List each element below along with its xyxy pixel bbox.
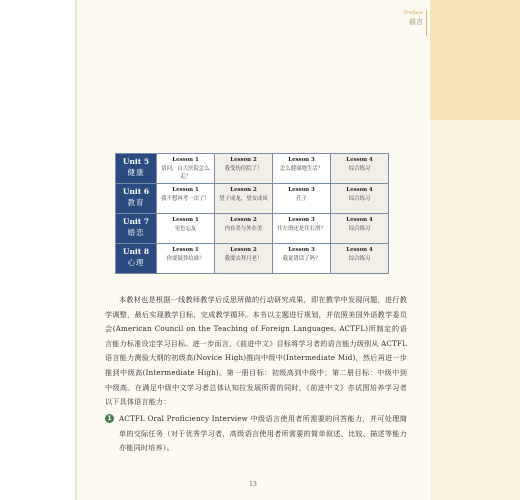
lesson-cell bbox=[157, 154, 215, 184]
page-number: 13 bbox=[249, 481, 257, 488]
lesson-cell bbox=[157, 214, 215, 244]
unit-cell bbox=[116, 184, 157, 214]
lesson-title: 我要去拜月老！ bbox=[224, 256, 263, 262]
lesson-cell bbox=[157, 244, 215, 274]
lesson-title: 怎么健康地生活？ bbox=[279, 166, 324, 172]
unit-number: Unit 7 bbox=[122, 217, 150, 226]
lesson-cell bbox=[331, 244, 389, 274]
lesson-title: 我不想再考一次了！ bbox=[161, 196, 210, 202]
lesson-title: 综合练习 bbox=[348, 166, 371, 172]
list-number-badge: 1 bbox=[105, 414, 114, 423]
lesson-cell bbox=[273, 244, 331, 274]
list-item-text: ACTFL Oral Proficiency Interview 中级语言使用者所需要的问答能力，并可处理简单的交际任务（对于优秀学习者，高级语言使用者所需要的简单叙述、比较、描述等能力亦能同时培养）。 bbox=[119, 414, 407, 453]
header-section-en: Preface bbox=[403, 10, 423, 16]
lesson-cell bbox=[215, 214, 273, 244]
lesson-cell bbox=[331, 184, 389, 214]
outer-background-right bbox=[430, 120, 520, 500]
lesson-title: 望子成龙，望女成凤 bbox=[219, 196, 268, 202]
unit-number: Unit 8 bbox=[122, 247, 150, 256]
body-paragraph: 本教材也是根据一线教师教学后反思所做的行动研究成果，即在教学中发现问题，进行教学调整，最后实现教学目标，完成教学循环。本书以主题进行规划，并依照美国外语教学委员会(American Council on the Teaching of Foreign Languages, ACTFL)所制定的语言能力标准设定学习目标。进一步而言，《前进中文》目标将学习者的语言能力级别从 ACTFL 语言能力测验大纲的初级高(Novice High)推向中级中(Intermediate Mid)，然后再进一步推到中级高(Intermediate High)。第一册目标：初级高到中级中；第二册目标：中级中到中级高。在满足中级中文学习者总体认知拉发展所需的同时，《前进中文》亦试图培养学习者以下具体语言能力： bbox=[105, 295, 407, 407]
lesson-cell bbox=[273, 184, 331, 214]
lesson-label: Lesson 1 bbox=[172, 247, 199, 253]
lesson-label: Lesson 2 bbox=[230, 217, 257, 223]
lesson-label: Lesson 3 bbox=[288, 247, 315, 253]
lesson-cell bbox=[331, 214, 389, 244]
lesson-title: 我受伤住院了！ bbox=[224, 166, 263, 172]
lesson-title: 内在美与外在美 bbox=[224, 226, 263, 232]
list-item bbox=[105, 412, 407, 456]
unit-theme: 健康 bbox=[127, 168, 145, 177]
document-page bbox=[77, 0, 429, 500]
lesson-label: Lesson 1 bbox=[172, 187, 199, 193]
outer-background-accent bbox=[430, 0, 520, 120]
header-section-zh: 前言 bbox=[409, 18, 423, 26]
unit-theme: 教育 bbox=[127, 198, 145, 207]
lesson-label: Lesson 4 bbox=[346, 247, 373, 253]
lesson-label: Lesson 2 bbox=[230, 247, 257, 253]
header-divider bbox=[426, 10, 427, 36]
lesson-title: 往左滑还是往右滑？ bbox=[277, 226, 326, 232]
lesson-label: Lesson 1 bbox=[172, 157, 199, 163]
unit-cell bbox=[116, 154, 157, 184]
unit-theme: 心理 bbox=[127, 258, 145, 267]
lesson-label: Lesson 2 bbox=[230, 187, 257, 193]
unit-cell bbox=[116, 214, 157, 244]
lesson-cell bbox=[215, 244, 273, 274]
lesson-title: 综合练习 bbox=[348, 226, 371, 232]
lesson-label: Lesson 2 bbox=[230, 157, 257, 163]
lesson-label: Lesson 3 bbox=[288, 217, 315, 223]
lesson-title: 请问，白大医院怎么走？ bbox=[161, 166, 210, 180]
unit-theme: 婚恋 bbox=[127, 228, 145, 237]
lesson-label: Lesson 4 bbox=[346, 217, 373, 223]
lesson-cell bbox=[215, 154, 273, 184]
outer-background-left bbox=[0, 0, 75, 500]
lesson-label: Lesson 3 bbox=[288, 157, 315, 163]
lesson-title: 见色忘友 bbox=[174, 226, 197, 232]
lesson-label: Lesson 1 bbox=[172, 217, 199, 223]
lesson-table bbox=[115, 153, 389, 274]
table-row bbox=[116, 154, 389, 184]
lesson-title: 孔子 bbox=[296, 196, 307, 202]
lesson-cell bbox=[331, 154, 389, 184]
table-row bbox=[116, 244, 389, 274]
lesson-label: Lesson 4 bbox=[346, 157, 373, 163]
lesson-cell bbox=[273, 214, 331, 244]
lesson-cell bbox=[273, 154, 331, 184]
lesson-title: 综合练习 bbox=[348, 256, 371, 262]
table-row bbox=[116, 184, 389, 214]
lesson-label: Lesson 4 bbox=[346, 187, 373, 193]
unit-cell bbox=[116, 244, 157, 274]
lesson-title: 你要鼓莽给谁？ bbox=[166, 256, 205, 262]
lesson-label: Lesson 3 bbox=[288, 187, 315, 193]
lesson-title: 我说错话了吗？ bbox=[282, 256, 321, 262]
running-header bbox=[404, 10, 423, 27]
table-row bbox=[116, 214, 389, 244]
unit-number: Unit 5 bbox=[122, 157, 150, 166]
lesson-cell bbox=[157, 184, 215, 214]
unit-number: Unit 6 bbox=[122, 187, 150, 196]
lesson-cell bbox=[215, 184, 273, 214]
lesson-title: 综合练习 bbox=[348, 196, 371, 202]
